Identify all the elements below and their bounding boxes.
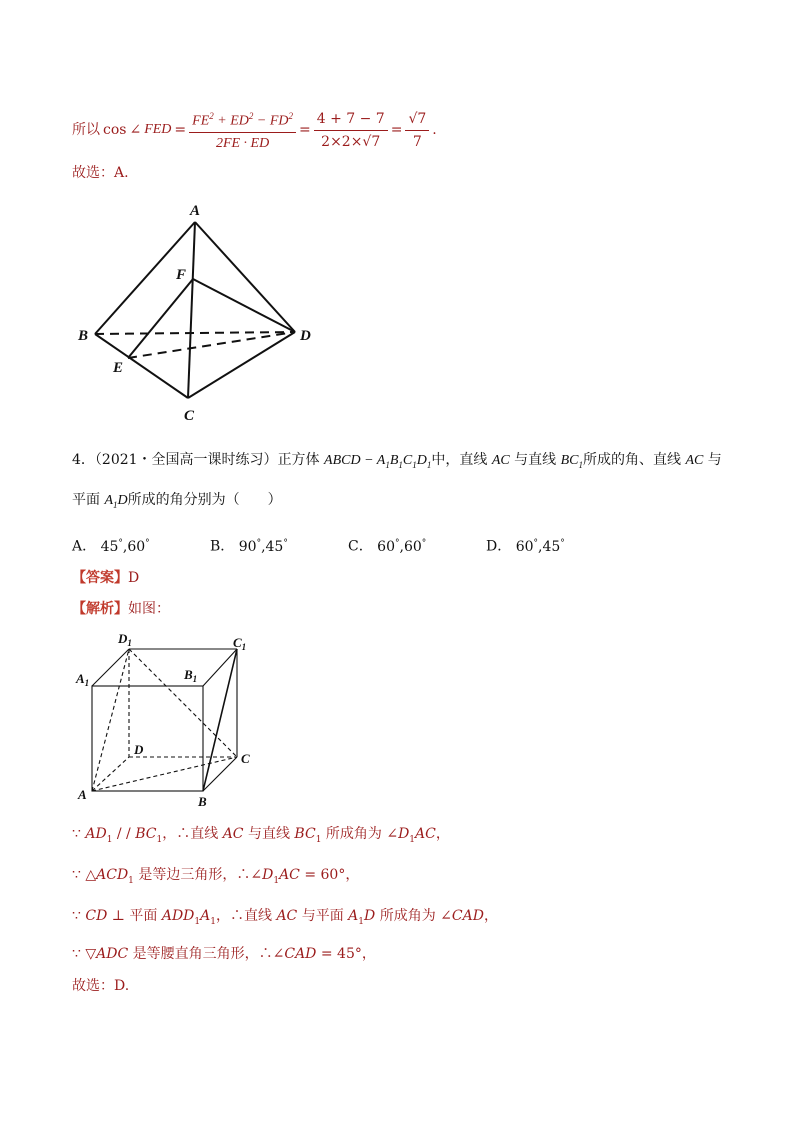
fraction-3-numerator: √7 (405, 110, 429, 131)
angle-fed: FED (144, 122, 172, 137)
cube-name: ABCD − $A_1B_1C_1D_1$ (324, 453, 432, 470)
option-c-letter: C． (348, 538, 373, 555)
label-a: A (78, 787, 87, 802)
label-c: C (184, 408, 195, 424)
question-line2-a: 平面 (72, 492, 100, 508)
fraction-2-denominator: 2×2×√7 (321, 133, 381, 150)
label-d1: $D_1$ (118, 631, 132, 648)
edge-ac (188, 222, 195, 398)
diag-ad1-hidden (92, 649, 129, 791)
label-f: F (176, 267, 187, 283)
fraction-2 (314, 110, 388, 151)
question-line-1 (72, 451, 722, 474)
cos-text: cos (103, 122, 127, 138)
edge-bd-hidden (95, 332, 295, 334)
question-line-2 (72, 491, 282, 514)
option-c-value: 60°,60° (377, 538, 427, 555)
edge-cd (188, 332, 295, 398)
angle-symbol: ∠ (129, 122, 142, 138)
fraction-1-numerator: $FE^2 + ED^2 - FD^2$ (189, 107, 296, 134)
diag-d1c-hidden (129, 649, 237, 757)
final-answer: 故选：D. (72, 978, 130, 994)
previous-answer: 故选：A. (72, 165, 129, 181)
line-ac-1: AC (491, 453, 510, 468)
option-d-letter: D． (486, 538, 512, 555)
question-line2-b: 所成的角分别为（ ） (127, 492, 282, 508)
equals-2: = (298, 122, 311, 138)
question-number: 4． (72, 452, 95, 468)
option-c[interactable] (348, 534, 426, 556)
label-d: D (300, 328, 311, 344)
cosine-formula-line (72, 108, 437, 152)
label-d: D (134, 742, 144, 757)
fraction-2-numerator: 4 + 7 − 7 (314, 110, 388, 131)
equals-3: = (390, 122, 403, 138)
line-bc1: $BC_1$ (560, 453, 583, 470)
option-a-letter: A． (72, 538, 97, 555)
question-stem-d: 所成的角、直线 (583, 452, 681, 468)
label-c: C (241, 751, 250, 766)
diag-bc1 (203, 649, 237, 791)
label-b: B (78, 328, 89, 344)
option-a-value: 45°,60° (100, 538, 150, 555)
label-b1: $B_1$ (184, 667, 198, 684)
plane-a1d: $A_1D$ (104, 493, 128, 510)
question-stem-b: 中，直线 (431, 452, 488, 468)
cube-figure (70, 625, 270, 810)
segment-ef (128, 279, 193, 358)
step-1: ∵ $AD_1$ / / $BC_1$，∴直线 AC 与直线 $BC_1$ 所成角为 $\angle D_1AC$， (72, 826, 450, 845)
label-a1: $A_1$ (76, 671, 90, 688)
edge-a1d1 (92, 649, 129, 686)
edge-bc (203, 757, 237, 791)
step-3: ∵ CD ⊥ 平面 $ADD_1A_1$，∴直线 AC 与平面 $A_1D$ 所成角为 ∠CAD， (72, 908, 498, 927)
label-e: E (113, 360, 124, 376)
question-stem-e: 与 (707, 452, 722, 468)
question-source: （2021・全国高一课时练习） (94, 452, 278, 468)
formula-prefix: 所以 (72, 122, 100, 138)
option-d[interactable] (486, 534, 565, 556)
option-b-letter: B． (210, 538, 235, 555)
edge-bc (95, 334, 188, 398)
answer-label: 答案 (86, 570, 114, 586)
diag-ac-hidden (92, 757, 237, 791)
label-c1: $C_1$ (233, 635, 247, 652)
question-stem-a: 正方体 (277, 452, 320, 468)
question-stem-c: 与直线 (514, 452, 557, 468)
option-a[interactable] (72, 534, 150, 556)
fraction-3 (405, 110, 429, 151)
analysis-label: 解析 (86, 601, 114, 617)
segment-fd (193, 279, 295, 332)
option-d-value: 60°,45° (515, 538, 565, 555)
step-2: ∵ $\triangle ACD_1$ 是等边三角形，$\therefore\angle D_1AC = 60^\circ$， (72, 867, 360, 886)
period: . (432, 122, 437, 138)
equals-1: = (174, 122, 187, 138)
analysis-line: 【解析】如图： (72, 601, 170, 617)
option-b[interactable] (210, 534, 288, 556)
segment-ed-hidden (128, 332, 295, 358)
tetrahedron-figure (70, 198, 330, 430)
fraction-1-denominator: 2FE · ED (215, 136, 270, 152)
fraction-3-denominator: 7 (412, 133, 422, 150)
step-4: ∵ ▽ADC 是等腰直角三角形，∴∠CAD = 45°， (72, 946, 376, 962)
answer-value: D (128, 570, 140, 586)
option-b-value: 90°,45° (238, 538, 288, 555)
edge-ad (195, 222, 295, 332)
line-ac-2: AC (685, 453, 704, 468)
answer-line: 【答案】D (72, 570, 140, 586)
fraction-1 (189, 107, 296, 154)
label-a: A (190, 203, 201, 219)
analysis-text: 如图： (128, 601, 170, 617)
label-b: B (198, 794, 207, 809)
edge-ad-hidden (92, 757, 129, 791)
